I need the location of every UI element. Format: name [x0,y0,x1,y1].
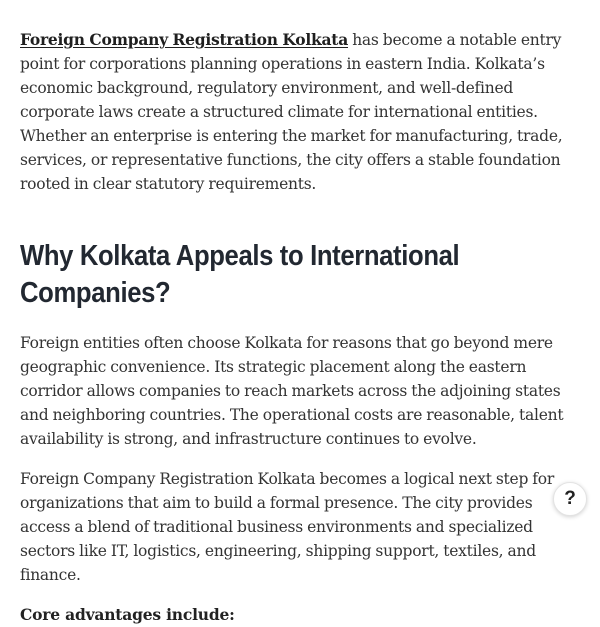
foreign-company-registration-link[interactable]: Foreign Company Registration Kolkata [20,30,349,49]
intro-text: has become a notable entry point for corporations planning operations in eastern India. Kolkata’s economic background, regulatory environment, and well-defined corporate laws create a structured climate for international entities. Whether an enterprise is entering the market for manufacturing, trade, services, or representative functions, the city offers a stable foundation rooted in clear statutory requirements. [20,31,563,193]
intro-paragraph [20,28,580,196]
help-button[interactable] [553,482,587,516]
body-paragraph-1: Foreign entities often choose Kolkata for reasons that go beyond mere geographic convenience. Its strategic placement along the eastern corridor allows companies to reach markets across the adjoining states and neighboring countries. The operational costs are reasonable, talent availability is strong, and infrastructure continues to evolve. [20,334,564,448]
section-heading: Why Kolkata Appeals to International Companies? [20,240,460,309]
help-icon: ? [564,488,576,509]
body-paragraph-2: Foreign Company Registration Kolkata becomes a logical next step for organizations that aim to build a formal presence. The city provides access a blend of traditional business environments and specialized sectors like IT, logistics, engineering, shipping support, textiles, and finance. [20,470,555,584]
core-advantages-label: Core advantages include: [20,605,235,624]
